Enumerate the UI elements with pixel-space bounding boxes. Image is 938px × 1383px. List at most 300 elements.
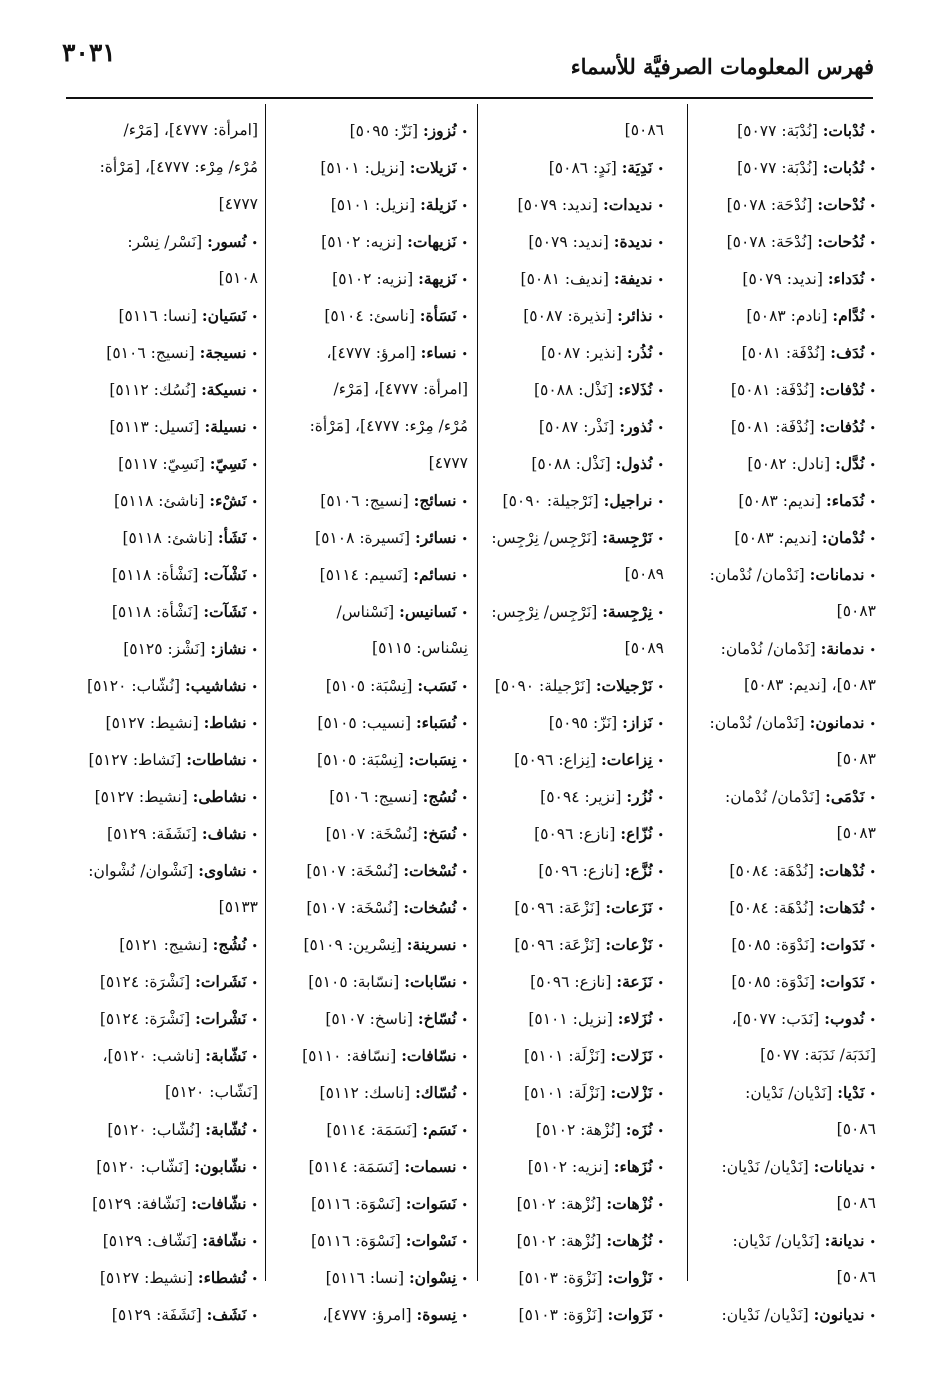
entry-reference: [نديف: ٥٠٨١]: [520, 270, 609, 288]
index-entry-line: [268, 445, 468, 482]
index-entry-line: [66, 852, 258, 889]
index-entry-line: [66, 815, 258, 852]
entry-reference: [نَشْرَة: ٥١٢٤]: [99, 973, 191, 991]
entry-reference: ٥٠٨٣]: [836, 602, 876, 620]
entry-reference: ٥٠٨٦]: [836, 1268, 876, 1286]
entry-reference: [نسا: ٥١١٦]: [325, 1269, 404, 1287]
index-entry-line: [474, 408, 664, 445]
entry-headword: نديانة:: [824, 1231, 865, 1250]
bullet-icon: •: [251, 458, 258, 472]
index-entry-line: [268, 371, 468, 408]
index-entry-line: [268, 889, 468, 926]
entry-headword: نشاز:: [210, 639, 247, 658]
entry-headword: نَدَوات:: [819, 972, 865, 991]
index-column-4: [66, 112, 258, 1324]
bullet-icon: •: [251, 717, 258, 731]
entry-headword: نَزيهات:: [407, 232, 457, 251]
entry-reference: مُرْء/ مِرْء: ٤٧٧٧]، [مَرْأة:: [99, 158, 258, 176]
entry-reference: ٥٠٨٩]: [624, 565, 664, 583]
entry-headword: نَرْجِسة:: [602, 528, 653, 547]
index-entry-line: [676, 815, 876, 852]
index-entry-line: [676, 371, 876, 408]
bullet-icon: •: [461, 791, 468, 805]
entry-headword: نديدة:: [613, 232, 653, 251]
entry-reference: ٥١٣٣]: [218, 898, 258, 916]
index-entry-line: [268, 1259, 468, 1296]
bullet-icon: •: [869, 495, 876, 509]
entry-reference: [نازع: ٥٠٩٦]: [534, 825, 616, 843]
index-entry-line: [474, 667, 664, 704]
index-entry-line: [268, 297, 468, 334]
index-entry-line: [676, 1037, 876, 1074]
bullet-icon: •: [461, 1087, 468, 1101]
entry-headword: نسيلة:: [204, 417, 247, 436]
bullet-icon: •: [461, 1124, 468, 1138]
index-entry-line: [676, 482, 876, 519]
entry-reference: [نَدْيان/ نَدْيان:: [745, 1084, 833, 1102]
index-entry-line: [676, 112, 876, 149]
entry-reference: [نديد: ٥٠٧٩]: [517, 196, 599, 214]
entry-reference: [نسيج: ٥١٠٦]: [329, 788, 418, 806]
entry-headword: نَدِيَة:: [621, 158, 653, 177]
entry-headword: نِرْجِسة:: [602, 602, 653, 621]
index-entry-line: [66, 1222, 258, 1259]
index-entry-line: [66, 519, 258, 556]
bullet-icon: •: [461, 1235, 468, 1249]
entry-reference: [نَرْجيلة: ٥٠٩٠]: [502, 492, 599, 510]
index-entry-line: [268, 593, 468, 630]
index-entry-line: [66, 112, 258, 149]
entry-reference: [نُزْهة: ٥١٠٢]: [516, 1195, 602, 1213]
entry-reference: [نُدْبَة: ٥٠٧٧]: [737, 122, 818, 140]
entry-reference: [نُسُك: ٥١١٢]: [109, 381, 197, 399]
entry-headword: نُدْحات:: [817, 195, 865, 214]
entry-headword: نَسَأة:: [419, 306, 457, 325]
index-entry-line: [474, 889, 664, 926]
entry-reference: [نُسْخَة: ٥١٠٧]: [306, 899, 399, 917]
running-title: فهرس المعلومات الصرفيَّة للأسماء: [570, 54, 874, 79]
entry-reference: [ناسخ: ٥١٠٧]: [325, 1010, 413, 1028]
bullet-icon: •: [657, 1050, 664, 1064]
index-entry-line: [268, 223, 468, 260]
bullet-icon: •: [869, 1235, 876, 1249]
bullet-icon: •: [869, 1087, 876, 1101]
bullet-icon: •: [251, 1050, 258, 1064]
bullet-icon: •: [461, 606, 468, 620]
bullet-icon: •: [251, 1013, 258, 1027]
bullet-icon: •: [657, 939, 664, 953]
index-entry-line: [676, 408, 876, 445]
column-divider: [265, 104, 266, 1281]
bullet-icon: •: [869, 162, 876, 176]
index-column-2: [474, 112, 664, 1324]
entry-headword: نُزُهات:: [606, 1231, 653, 1250]
entry-headword: نسمات:: [404, 1157, 457, 1176]
index-entry-line: [676, 889, 876, 926]
entry-reference: [نَشَفَة: ٥١٢٩]: [107, 825, 197, 843]
entry-reference: [نُدْهَة: ٥٠٨٤]: [729, 862, 814, 880]
entry-reference: [نُدْحَة: ٥٠٧٨]: [726, 233, 813, 251]
index-entry-line: [676, 1074, 876, 1111]
entry-headword: نَزَعات:: [605, 898, 653, 917]
entry-headword: نُدَف:: [830, 343, 865, 362]
entry-headword: نُزُر:: [626, 787, 653, 806]
entry-headword: نَسِيّ:: [209, 454, 247, 473]
entry-reference: [نُدْهَة: ٥٠٨٤]: [729, 899, 814, 917]
index-entry-line: [474, 704, 664, 741]
bullet-icon: •: [657, 310, 664, 324]
bullet-icon: •: [869, 310, 876, 324]
bullet-icon: •: [251, 606, 258, 620]
entry-headword: نُزَلاء:: [617, 1009, 653, 1028]
index-entry-line: [66, 334, 258, 371]
index-entry-line: [66, 1296, 258, 1333]
entry-headword: نُدْبات:: [822, 121, 865, 140]
entry-reference: [نُشّاب: ٥١٢٠]: [87, 677, 181, 695]
entry-reference: [نَزّ: ٥٠٩٥]: [548, 714, 618, 732]
bullet-icon: •: [251, 384, 258, 398]
index-entry-line: [676, 1148, 876, 1185]
index-entry-line: [676, 593, 876, 630]
bullet-icon: •: [869, 902, 876, 916]
bullet-icon: •: [657, 1272, 664, 1286]
index-entry-line: [268, 519, 468, 556]
bullet-icon: •: [657, 384, 664, 398]
index-entry-line: [268, 963, 468, 1000]
bullet-icon: •: [251, 532, 258, 546]
index-entry-line: [676, 852, 876, 889]
entry-headword: ندمانات:: [809, 565, 865, 584]
bullet-icon: •: [869, 273, 876, 287]
entry-reference: [نزير: ٥٠٩٤]: [540, 788, 622, 806]
entry-headword: نُشّابة:: [205, 1120, 247, 1139]
entry-reference: [نَسيل: ٥١١٣]: [109, 418, 200, 436]
entry-reference: [نَدْوَة: ٥٠٨٥]: [731, 973, 815, 991]
entry-headword: نشاطات:: [186, 750, 247, 769]
index-entry-line: [676, 963, 876, 1000]
index-entry-line: [66, 371, 258, 408]
bullet-icon: •: [657, 162, 664, 176]
index-entry-line: [66, 926, 258, 963]
bullet-icon: •: [251, 1124, 258, 1138]
entry-headword: نَسْوات:: [405, 1231, 457, 1250]
entry-reference: [نَدٍ: ٥٠٨٦]: [548, 159, 617, 177]
entry-reference: [نَدْوَة: ٥٠٨٥]: [731, 936, 815, 954]
index-entry-line: [268, 408, 468, 445]
entry-headword: نَشَأ:: [217, 528, 247, 547]
bullet-icon: •: [461, 902, 468, 916]
index-entry-line: [676, 778, 876, 815]
index-entry-line: [66, 223, 258, 260]
index-entry-line: [474, 1074, 664, 1111]
index-entry-line: [268, 334, 468, 371]
bullet-icon: •: [461, 976, 468, 990]
index-entry-line: [474, 556, 664, 593]
entry-headword: نَسَوات:: [405, 1194, 457, 1213]
entry-reference: [نشيج: ٥١٢١]: [119, 936, 208, 954]
entry-reference: [نَشاط: ٥١٢٧]: [88, 751, 182, 769]
entry-reference: [نَشّاب: ٥١٢٠]: [164, 1083, 258, 1101]
bullet-icon: •: [461, 125, 468, 139]
entry-headword: نِسوة:: [416, 1305, 457, 1324]
entry-headword: نَشَرات:: [195, 972, 247, 991]
bullet-icon: •: [657, 717, 664, 731]
index-entry-line: [66, 260, 258, 297]
entry-reference: [نسيج: ٥١٠٦]: [106, 344, 195, 362]
index-entry-line: [676, 1000, 876, 1037]
entry-reference: ٥٠٨٣]، [نديم: ٥٠٨٣]: [744, 676, 876, 694]
index-entry-line: [474, 445, 664, 482]
entry-headword: نُدُفات:: [819, 417, 865, 436]
index-entry-line: [676, 704, 876, 741]
entry-headword: نَشّابة:: [205, 1046, 247, 1065]
bullet-icon: •: [251, 939, 258, 953]
index-entry-line: [268, 149, 468, 186]
header-rule: [66, 97, 873, 99]
entry-reference: [نَزْعَة: ٥٠٩٦]: [514, 899, 601, 917]
bullet-icon: •: [869, 532, 876, 546]
bullet-icon: •: [869, 1161, 876, 1175]
entry-reference: [نَسَمَة: ٥١١٤]: [308, 1158, 400, 1176]
bullet-icon: •: [869, 717, 876, 731]
entry-headword: نُدَماء:: [826, 491, 865, 510]
bullet-icon: •: [461, 569, 468, 583]
entry-reference: ٥٠٨٦]: [624, 121, 664, 139]
bullet-icon: •: [657, 902, 664, 916]
entry-reference: [نَزْلَة: ٥١٠١]: [524, 1047, 606, 1065]
index-entry-line: [676, 149, 876, 186]
index-entry-line: [66, 408, 258, 445]
entry-reference: ٤٧٧٧]: [218, 195, 258, 213]
index-entry-line: [66, 741, 258, 778]
bullet-icon: •: [461, 717, 468, 731]
index-entry-line: [474, 1296, 664, 1333]
bullet-icon: •: [869, 236, 876, 250]
entry-reference: [نُدْفَة: ٥٠٨١]: [741, 344, 826, 362]
bullet-icon: •: [461, 1161, 468, 1175]
index-entry-line: [66, 1148, 258, 1185]
entry-headword: نُذور:: [619, 417, 653, 436]
index-entry-line: [474, 778, 664, 815]
bullet-icon: •: [461, 865, 468, 879]
index-entry-line: [676, 297, 876, 334]
index-entry-line: [474, 297, 664, 334]
entry-headword: نُسُخات:: [403, 898, 457, 917]
entry-reference: ٥٠٨٣]: [836, 824, 876, 842]
index-entry-line: [474, 1111, 664, 1148]
index-entry-line: [268, 815, 468, 852]
entry-headword: نسائر:: [415, 528, 457, 547]
entry-headword: نساء:: [420, 343, 457, 362]
entry-reference: [نَذْل: ٥٠٨٨]: [533, 381, 614, 399]
entry-reference: [نديد: ٥٠٧٩]: [528, 233, 609, 251]
entry-headword: نذائر:: [617, 306, 653, 325]
entry-headword: نشّافة:: [202, 1231, 247, 1250]
entry-reference: [نَزْعَة: ٥٠٩٦]: [514, 936, 601, 954]
bullet-icon: •: [657, 828, 664, 842]
entry-headword: نُسْخات:: [403, 861, 457, 880]
index-entry-line: [66, 1000, 258, 1037]
entry-reference: [نَسَمَة: ٥١١٤]: [326, 1121, 418, 1139]
index-entry-line: [268, 482, 468, 519]
bullet-icon: •: [869, 1309, 876, 1323]
entry-reference: [نَزْوَة: ٥١٠٣]: [518, 1306, 603, 1324]
entry-headword: نُسَخ:: [422, 824, 457, 843]
entry-reference: [نشيط: ٥١٢٧]: [94, 788, 188, 806]
bullet-icon: •: [251, 643, 258, 657]
entry-headword: نُسّاخ:: [417, 1009, 457, 1028]
entry-reference: [نَشّاب: ٥١٢٠]: [96, 1158, 190, 1176]
entry-headword: نَزْعات:: [605, 935, 653, 954]
entry-reference: [ناشئ: ٥١١٨]: [113, 492, 205, 510]
entry-headword: نِسْوان:: [408, 1268, 457, 1287]
index-entry-line: [474, 1222, 664, 1259]
index-entry-line: [676, 186, 876, 223]
page-header: [62, 38, 874, 93]
bullet-icon: •: [461, 495, 468, 509]
index-entry-line: [474, 815, 664, 852]
entry-headword: نَزيلات:: [409, 158, 457, 177]
bullet-icon: •: [657, 199, 664, 213]
entry-headword: نشاف:: [201, 824, 247, 843]
entry-headword: نُذَلاء:: [618, 380, 653, 399]
bullet-icon: •: [657, 1309, 664, 1323]
entry-headword: نَدَوات:: [819, 935, 865, 954]
index-entry-line: [268, 1000, 468, 1037]
entry-reference: [نِسْبَة: ٥١٠٥]: [325, 677, 413, 695]
bullet-icon: •: [657, 347, 664, 361]
index-entry-line: [66, 593, 258, 630]
entry-headword: نُسَباء:: [415, 713, 457, 732]
bullet-icon: •: [251, 754, 258, 768]
bullet-icon: •: [251, 791, 258, 805]
index-entry-line: [676, 223, 876, 260]
index-entry-line: [268, 667, 468, 704]
entry-reference: [نَدْيان/ نَدْيان:: [732, 1232, 820, 1250]
entry-reference: [نَشّاف: ٥١٢٩]: [102, 1232, 198, 1250]
entry-headword: نُسّاك:: [415, 1083, 457, 1102]
index-entry-line: [268, 1037, 468, 1074]
entry-headword: نشاطى:: [192, 787, 247, 806]
entry-headword: نسائج:: [413, 491, 457, 510]
bullet-icon: •: [657, 273, 664, 287]
entry-reference: [نَرْجِس/ نِرْجِس:: [491, 603, 598, 621]
bullet-icon: •: [869, 865, 876, 879]
index-entry-line: [474, 1185, 664, 1222]
bullet-icon: •: [461, 1198, 468, 1212]
entry-reference: [نزيه: ٥١٠٢]: [332, 270, 414, 288]
entry-headword: نُسُج:: [422, 787, 457, 806]
entry-reference: [نَشْرَة: ٥١٢٤]: [99, 1010, 191, 1028]
index-entry-line: [268, 260, 468, 297]
index-entry-line: [268, 1222, 468, 1259]
entry-headword: نُشطاء:: [197, 1268, 247, 1287]
entry-headword: نراجيل:: [603, 491, 653, 510]
bullet-icon: •: [251, 1235, 258, 1249]
index-entry-line: [66, 149, 258, 186]
entry-reference: [نَزْوَة: ٥١٠٣]: [518, 1269, 603, 1287]
entry-headword: نُدوب:: [824, 1009, 865, 1028]
entry-reference: [امرؤ: ٤٧٧٧]،: [322, 1306, 412, 1324]
page-number: ٣٠٣١: [62, 38, 116, 67]
entry-reference: [نسيب: ٥١٠٥]: [317, 714, 411, 732]
bullet-icon: •: [869, 125, 876, 139]
entry-reference: ٤٧٧٧]: [428, 454, 468, 472]
index-entry-line: [268, 741, 468, 778]
bullet-icon: •: [251, 1272, 258, 1286]
entry-reference: [نَذْل: ٥٠٨٨]: [531, 455, 611, 473]
bullet-icon: •: [657, 495, 664, 509]
entry-reference: ٥٠٨٩]: [624, 639, 664, 657]
bullet-icon: •: [461, 199, 468, 213]
entry-reference: [نُدْفَة: ٥٠٨١]: [730, 381, 815, 399]
entry-reference: [نَسِيّ: ٥١١٧]: [118, 455, 205, 473]
entry-reference: [نَرْجِس/ نِرْجِس:: [491, 529, 598, 547]
index-entry-line: [676, 741, 876, 778]
entry-reference: [نزيل: ٥١٠١]: [330, 196, 416, 214]
index-column-3: [268, 112, 468, 1324]
entry-reference: [نسا: ٥١١٦]: [118, 307, 197, 325]
bullet-icon: •: [461, 532, 468, 546]
index-entry-line: [268, 186, 468, 223]
entry-headword: نُدْفات:: [819, 380, 865, 399]
entry-headword: نُشُج:: [212, 935, 247, 954]
bullet-icon: •: [657, 1013, 664, 1027]
bullet-icon: •: [869, 643, 876, 657]
entry-reference: [ناسك: ٥١١٢]: [319, 1084, 411, 1102]
entry-reference: [نَسْوَة: ٥١١٦]: [310, 1195, 401, 1213]
entry-reference: [نَسْوَة: ٥١١٦]: [310, 1232, 401, 1250]
entry-reference: [نَدْمان/ نُدْمان:: [709, 714, 805, 732]
index-entry-line: [268, 1074, 468, 1111]
bullet-icon: •: [251, 680, 258, 694]
index-entry-line: [66, 1185, 258, 1222]
index-entry-line: [66, 778, 258, 815]
entry-reference: ٥١٠٨]: [218, 269, 258, 287]
bullet-icon: •: [251, 1198, 258, 1212]
entry-reference: [نِسْبَة: ٥١٠٥]: [317, 751, 404, 769]
bullet-icon: •: [657, 1087, 664, 1101]
index-entry-line: [268, 556, 468, 593]
entry-headword: نَزَوات:: [607, 1305, 653, 1324]
entry-reference: [امرأة: ٤٧٧٧]، [مَرْء/: [123, 121, 258, 139]
bullet-icon: •: [657, 532, 664, 546]
entry-headword: نُزّاع:: [620, 824, 653, 843]
entry-reference: [امرؤ: ٤٧٧٧]،: [326, 344, 416, 362]
bullet-icon: •: [657, 1161, 664, 1175]
entry-reference: [نزيه: ٥١٠٢]: [527, 1158, 609, 1176]
entry-headword: نُدْمان:: [821, 528, 865, 547]
entry-reference: [نَذْر: ٥٠٨٧]: [538, 418, 615, 436]
index-entry-line: [474, 852, 664, 889]
bullet-icon: •: [657, 421, 664, 435]
bullet-icon: •: [461, 1309, 468, 1323]
index-entry-line: [268, 1148, 468, 1185]
entry-reference: [نَشْز: ٥١٢٥]: [123, 640, 206, 658]
entry-headword: نُزَه:: [625, 1120, 653, 1139]
bullet-icon: •: [251, 1161, 258, 1175]
entry-reference: [نازع: ٥٠٩٦]: [530, 973, 612, 991]
index-entry-line: [268, 1111, 468, 1148]
index-entry-line: [474, 963, 664, 1000]
index-entry-line: [66, 889, 258, 926]
index-entry-line: [676, 926, 876, 963]
entry-reference: [نَشّافة: ٥١٢٩]: [92, 1195, 187, 1213]
index-entry-line: [676, 1259, 876, 1296]
index-entry-line: [474, 149, 664, 186]
entry-reference: [ناشئ: ٥١١٨]: [122, 529, 213, 547]
bullet-icon: •: [251, 976, 258, 990]
